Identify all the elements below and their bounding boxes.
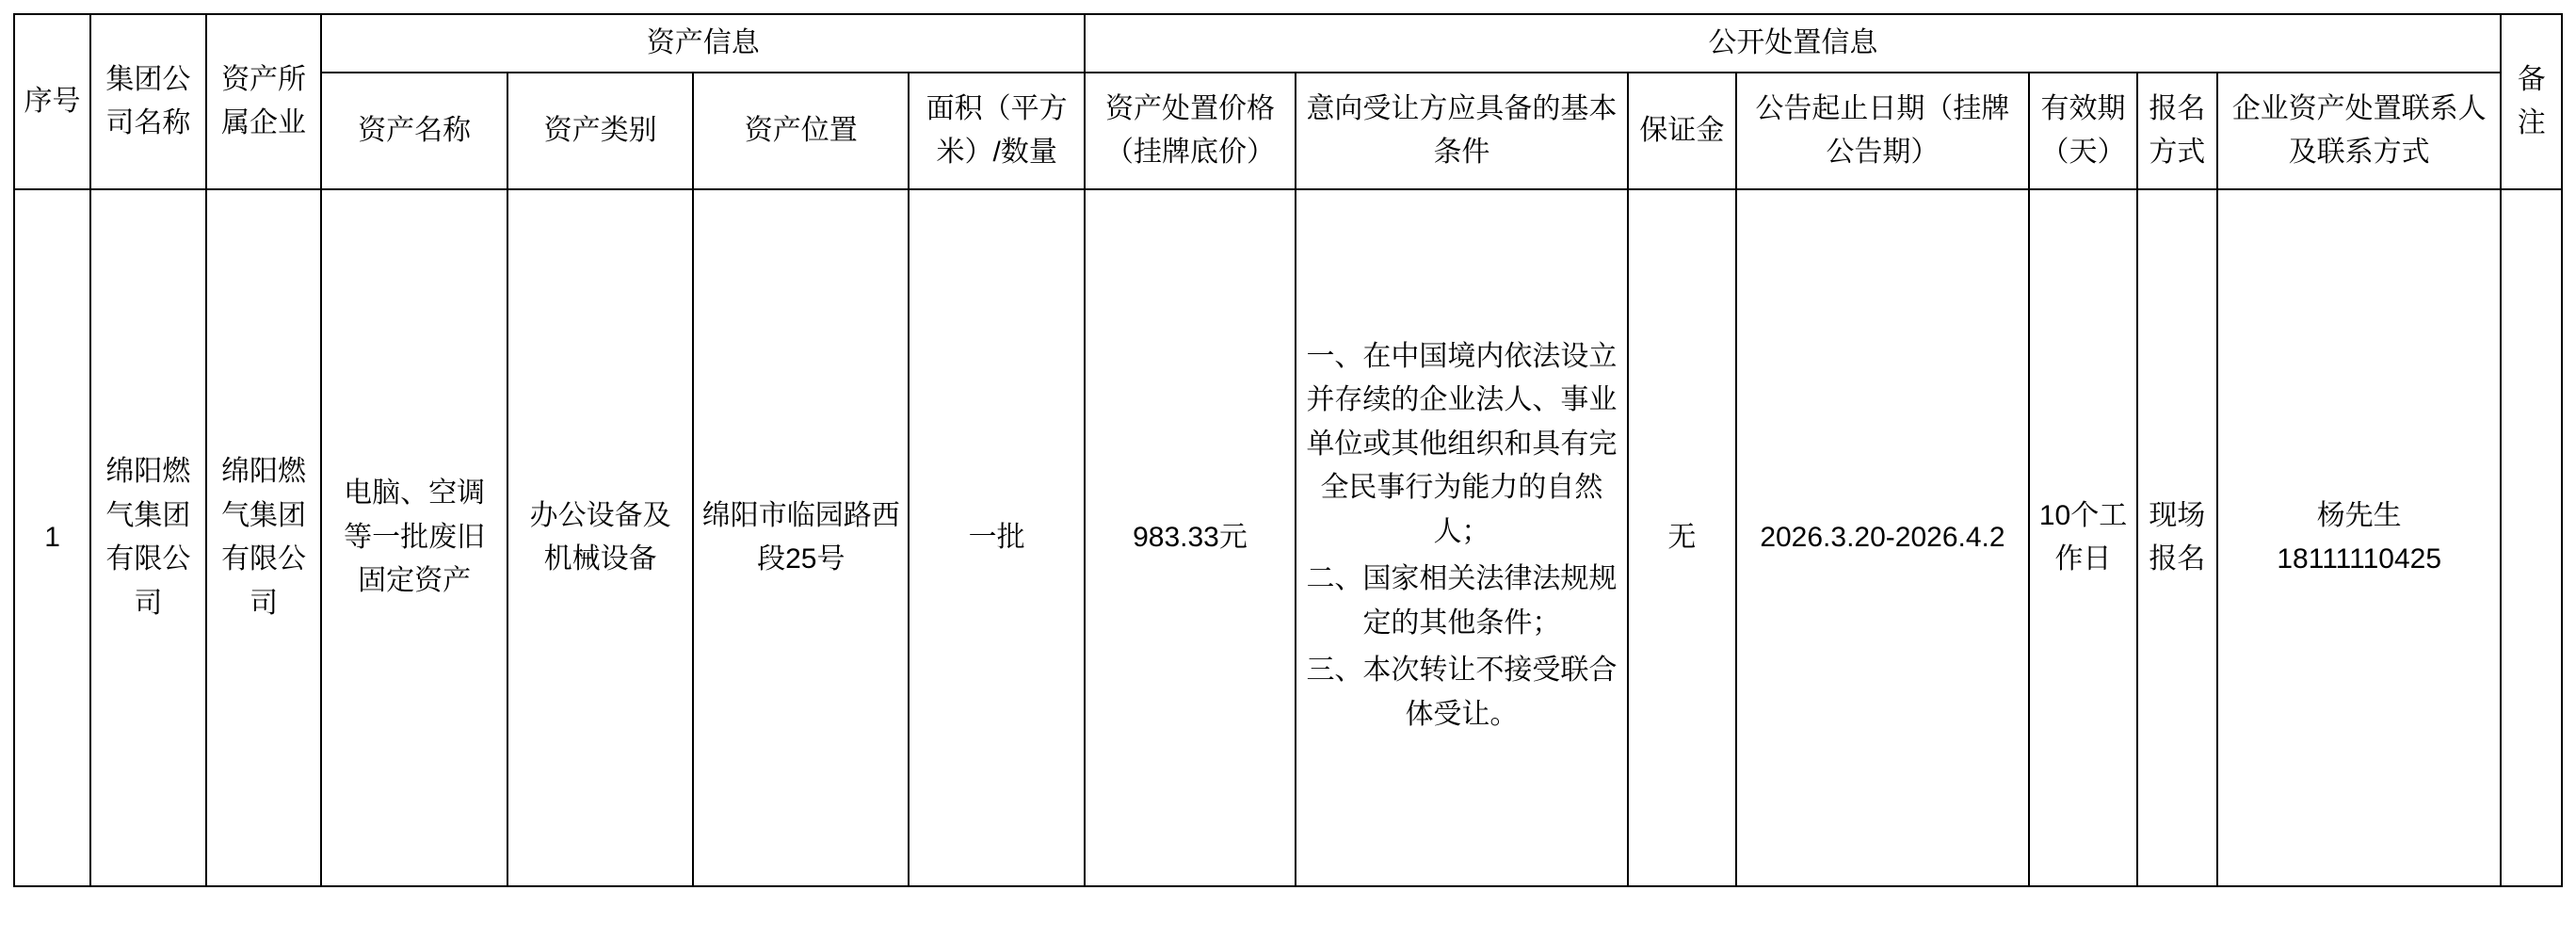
cell-asset-name: 电脑、空调等一批废旧固定资产 xyxy=(321,189,507,886)
cell-disposal-price: 983.33元 xyxy=(1085,189,1296,886)
cell-area-quantity: 一批 xyxy=(909,189,1085,886)
contact-person-name: 杨先生 xyxy=(2316,499,2402,531)
cell-deposit: 无 xyxy=(1628,189,1735,886)
column-header-deposit: 保证金 xyxy=(1628,73,1735,189)
table-header-row xyxy=(14,73,2562,189)
table-body xyxy=(14,189,2562,886)
cell-seq: 1 xyxy=(14,189,90,886)
column-header-asset-category: 资产类别 xyxy=(507,73,694,189)
cell-asset-category: 办公设备及机械设备 xyxy=(507,189,694,886)
cell-valid-days: 10个工作日 xyxy=(2029,189,2136,886)
cell-asset-location: 绵阳市临园路西段25号 xyxy=(693,189,909,886)
cell-announcement-dates: 2026.3.20-2026.4.2 xyxy=(1736,189,2030,886)
column-header-disposal-price: 资产处置价格（挂牌底价） xyxy=(1085,73,1296,189)
table-row xyxy=(14,189,2562,886)
column-header-announcement-dates: 公告起止日期（挂牌公告期） xyxy=(1736,73,2030,189)
table-header-group-row xyxy=(14,14,2562,73)
asset-disposal-table xyxy=(13,13,2563,887)
group-header-asset-info: 资产信息 xyxy=(321,14,1085,73)
column-header-valid-days: 有效期（天） xyxy=(2029,73,2136,189)
table-header xyxy=(14,14,2562,189)
condition-item: 一、在中国境内依法设立并存续的企业法人、事业单位或其他组织和具有完全民事行为能力的自然人； xyxy=(1306,340,1618,547)
column-header-asset-location: 资产位置 xyxy=(693,73,909,189)
condition-item: 二、国家相关法律法规规定的其他条件； xyxy=(1306,563,1618,639)
cell-contact xyxy=(2217,189,2502,886)
contact-person-phone: 18111110425 xyxy=(2277,543,2441,575)
column-header-signup-method: 报名方式 xyxy=(2137,73,2217,189)
group-header-public-disposal-info: 公开处置信息 xyxy=(1085,14,2501,73)
column-header-group-company: 集团公司名称 xyxy=(90,14,206,189)
cell-group-company: 绵阳燃气集团有限公司 xyxy=(90,189,206,886)
column-header-seq: 序号 xyxy=(14,14,90,189)
cell-owning-entity: 绵阳燃气集团有限公司 xyxy=(206,189,322,886)
column-header-asset-name: 资产名称 xyxy=(321,73,507,189)
column-header-contact: 企业资产处置联系人及联系方式 xyxy=(2217,73,2502,189)
column-header-remark: 备注 xyxy=(2501,14,2562,189)
condition-item: 三、本次转让不接受联合体受让。 xyxy=(1306,655,1618,730)
column-header-owning-entity: 资产所属企业 xyxy=(206,14,322,189)
cell-signup-method: 现场报名 xyxy=(2137,189,2217,886)
cell-transferee-conditions xyxy=(1296,189,1628,886)
column-header-transferee-conditions: 意向受让方应具备的基本条件 xyxy=(1296,73,1628,189)
column-header-area-quantity: 面积（平方米）/数量 xyxy=(909,73,1085,189)
cell-remark xyxy=(2501,189,2562,886)
